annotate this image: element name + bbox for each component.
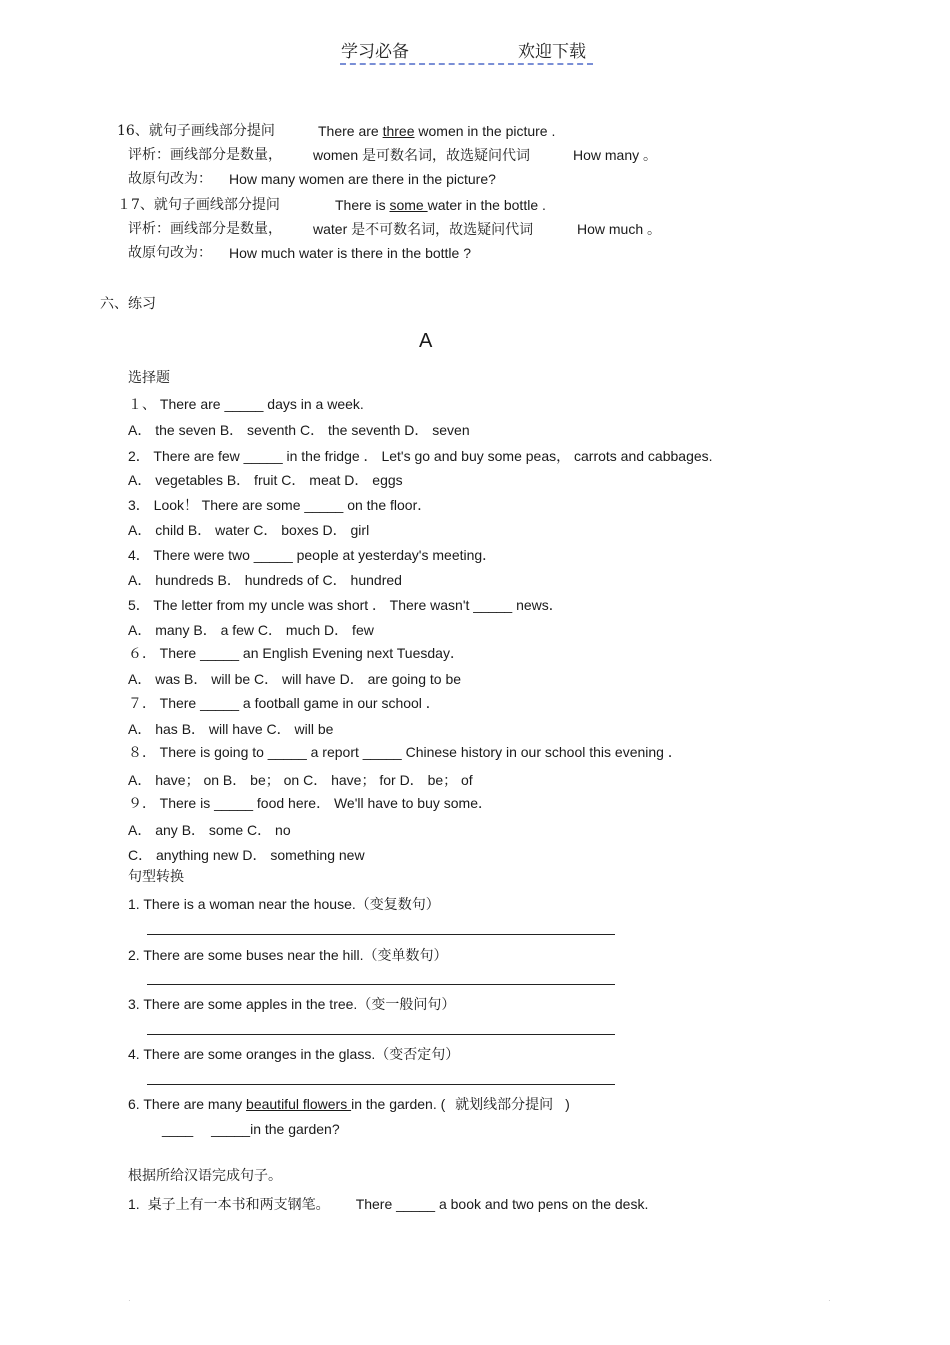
transform-1: 1. There is a woman near the house.（变复数句） (128, 896, 440, 913)
q16-rewrite-label: 故原句改为： (128, 171, 212, 187)
scan-dot-right: · (828, 1296, 831, 1305)
q17-sentence: There is some water in the bottle . (335, 197, 546, 213)
answer-line-2[interactable] (147, 984, 615, 985)
options-8: A． have； on B． be； on C． have； for D． be； of (128, 772, 473, 788)
section-title: 六、练习 (100, 296, 156, 312)
answer-line-1[interactable] (147, 934, 615, 935)
options-9-extra: C． anything new D． something new (128, 847, 365, 863)
answer-line-3[interactable] (147, 1034, 615, 1035)
part-label: A (419, 330, 433, 352)
question-7: ７． There _____ a football game in our school ． (128, 695, 440, 711)
transform-4: 4. There are some oranges in the glass.（变否定句） (128, 1046, 460, 1063)
complete-1: 1. 桌子上有一本书和两支钢笔。 There _____ a book and two pens on the desk. (128, 1196, 649, 1213)
question-8: ８． There is going to _____ a report _____ Chinese history in our school this evening ． (128, 744, 682, 760)
header-right: 欢迎下载 (518, 42, 586, 62)
q16-underlined: three (382, 123, 415, 139)
q17-analysis-answer: How much 。 (577, 221, 662, 237)
options-4: A． hundreds B． hundreds of C． hundred (128, 572, 402, 588)
question-9: ９． There is _____ food here． We'll have to buy some． (128, 795, 493, 811)
question-4: 4． There were two _____ people at yesterday's meeting． (128, 547, 497, 563)
options-9: A． any B． some C． no (128, 822, 291, 838)
header-underline (340, 63, 593, 65)
question-2: 2． There are few _____ in the fridge ． Let's go and buy some peas， carrots and cabbages. (128, 448, 713, 464)
answer-blank-1[interactable]: ____ (162, 1121, 194, 1137)
q17-underlined: some (389, 197, 428, 213)
question-5: 5． The letter from my uncle was short ． There wasn't _____ news． (128, 597, 563, 613)
q17-analysis-text: water 是不可数名词，故选疑问代词 (313, 221, 534, 237)
choice-title: 选择题 (128, 370, 170, 386)
q16-analysis-text: women 是可数名词，故选疑问代词 (313, 147, 531, 163)
q16-analysis-answer: How many 。 (573, 147, 658, 163)
answer-blank-2[interactable]: _____ (211, 1121, 251, 1137)
options-1: A． the seven B． seventh C． the seventh D． seven (128, 422, 470, 438)
q17-rewrite-label: 故原句改为： (128, 245, 212, 261)
q17-rewrite-text: How much water is there in the bottle ? (229, 245, 472, 261)
answer-line-4[interactable] (147, 1084, 615, 1085)
options-7: A． has B． will have C． will be (128, 721, 334, 737)
transform-6: 6. There are many beautiful flowers in the garden. ( 就划线部分提问 ) (128, 1096, 570, 1113)
question-3: 3． Look！ There are some _____ on the floor． (128, 497, 432, 513)
transform-6-underlined: beautiful flowers (246, 1096, 352, 1112)
q16-rewrite-text: How many women are there in the picture? (229, 171, 496, 187)
scan-dot-left: · (128, 1296, 131, 1305)
transform-3: 3. There are some apples in the tree.（变一般问句） (128, 996, 456, 1013)
options-6: A． was B． will be C． will have D． are going to be (128, 671, 462, 687)
question-6: ６． There _____ an English Evening next Tuesday． (128, 645, 464, 661)
question-1: １、 There are _____ days in a week. (128, 396, 364, 412)
transform-6-answer: ____ _____in the garden? (162, 1121, 340, 1137)
q16-title: 16、就句子画线部分提问 (117, 123, 275, 139)
q17-title: １7、就句子画线部分提问 (117, 197, 280, 213)
complete-title: 根据所给汉语完成句子。 (128, 1168, 282, 1184)
options-5: A． many B． a few C． much D． few (128, 622, 374, 638)
header-left: 学习必备 (341, 42, 409, 62)
q17-analysis-label: 评析：画线部分是数量， (128, 221, 282, 237)
transform-title: 句型转换 (128, 869, 184, 885)
q16-analysis-label: 评析：画线部分是数量， (128, 147, 282, 163)
q16-sentence: There are three women in the picture . (318, 123, 556, 139)
options-2: A． vegetables B． fruit C． meat D． eggs (128, 472, 403, 488)
transform-2: 2. There are some buses near the hill.（变单数句） (128, 947, 448, 964)
options-3: A． child B． water C． boxes D． girl (128, 522, 370, 538)
